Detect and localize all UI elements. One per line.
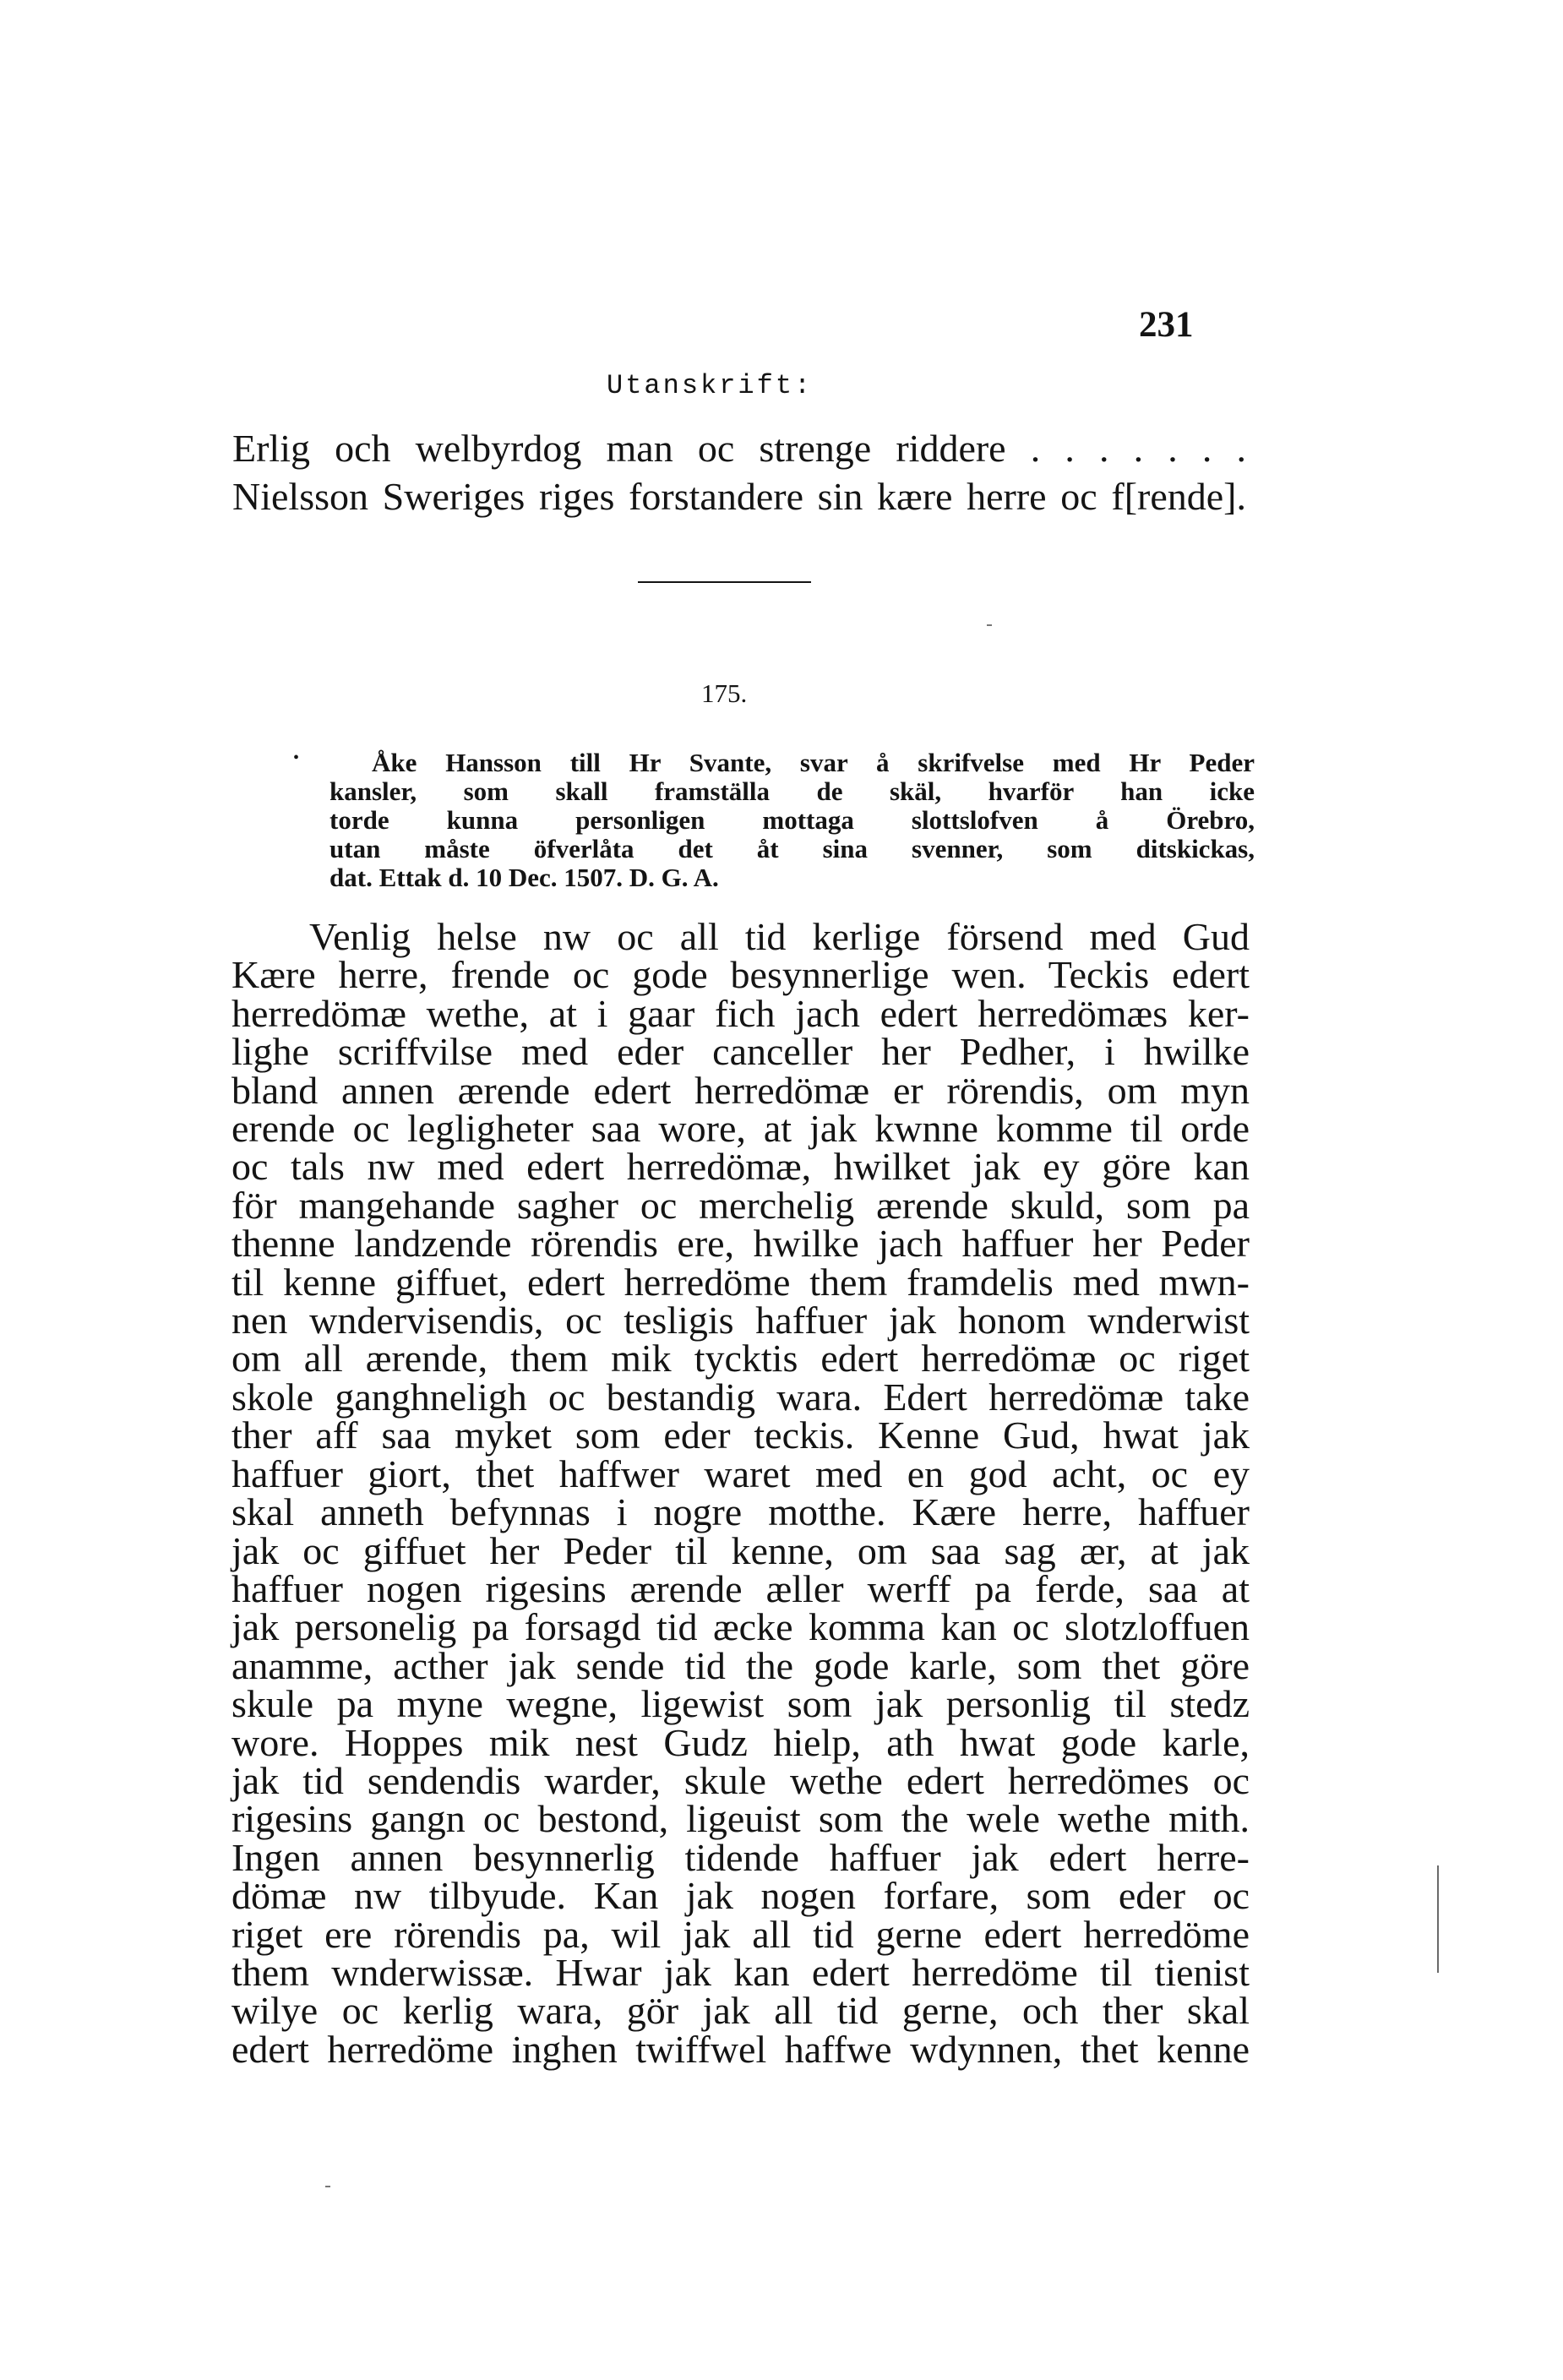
- body-line: haffuer nogen rigesins ærende æller werff pa ferde, saa at: [231, 1566, 1250, 1610]
- body-line: haffuer giort, thet haffwer waret med en god acht, oc ey: [231, 1451, 1250, 1495]
- summary-line: utan måste öfverlåta det åt sina svenner, som ditskickas,: [329, 834, 1255, 863]
- bullet-mark: •: [293, 749, 300, 767]
- body-line: thenne landzende rörendis ere, hwilke jach haffuer her Peder: [231, 1222, 1250, 1266]
- body-line: Venlig helse nw oc all tid kerlige försend med Gud: [309, 915, 1250, 958]
- body-line: wore. Hoppes mik nest Gudz hielp, ath hwat gode karle,: [231, 1720, 1250, 1764]
- summary-line: dat. Ettak d. 10 Dec. 1507. D. G. A.: [329, 863, 719, 892]
- body-line: herredömæ wethe, at i gaar fich jach edert herredömæs ker-: [231, 991, 1250, 1035]
- body-line: Kære herre, frende oc gode besynnerlige wen. Teckis edert: [231, 953, 1250, 997]
- body-line: dömæ nw tilbyude. Kan jak nogen forfare, som eder oc: [231, 1874, 1250, 1918]
- document-summary: [329, 749, 1255, 892]
- letter-body: [231, 915, 1250, 2071]
- body-line: skule pa myne wegne, ligewist som jak personlig til stedz: [231, 1682, 1250, 1726]
- scan-speck: [325, 2186, 330, 2187]
- body-line: skole ganghneligh oc bestandig wara. Edert herredömæ take: [231, 1375, 1250, 1419]
- scan-edge-mark: [1437, 1865, 1439, 1973]
- address-line: Erlig och welbyrdog man oc strenge riddere . . . . . . .: [232, 427, 1246, 470]
- body-line: jak tid sendendis warder, skule wethe edert herredömes oc: [231, 1758, 1250, 1802]
- section-divider: [638, 581, 811, 583]
- address-block: [232, 424, 1246, 520]
- summary-line: Åke Hansson till Hr Svante, svar å skrifvelse med Hr Peder: [372, 748, 1255, 777]
- body-line: Ingen annen besynnerlig tidende haffuer jak edert herre-: [231, 1835, 1250, 1879]
- body-line: lighe scriffvilse med eder canceller her Pedher, i hwilke: [231, 1030, 1250, 1074]
- body-line: jak oc giffuet her Peder til kenne, om saa sag ær, at jak: [231, 1528, 1250, 1572]
- body-line: oc tals nw med edert herredömæ, hwilket jak ey göre kan: [231, 1145, 1250, 1189]
- body-line: nen wndervisendis, oc tesligis haffuer jak honom wnderwist: [231, 1299, 1250, 1342]
- summary-line: torde kunna personligen mottaga slottslofven å Örebro,: [329, 805, 1255, 835]
- page-number: 231: [1139, 305, 1194, 345]
- body-line: edert herredöme inghen twiffwel haffwe wdynnen, thet kenne: [231, 2027, 1250, 2071]
- scan-speck: [987, 624, 992, 626]
- summary-line: kansler, som skall framställa de skäl, hvarför han icke: [329, 776, 1255, 806]
- body-line: erende oc legligheter saa wore, at jak kwnne komme til orde: [231, 1107, 1250, 1151]
- body-line: anamme, acther jak sende tid the gode karle, som thet göre: [231, 1643, 1250, 1687]
- body-line: bland annen ærende edert herredömæ er rörendis, om myn: [231, 1068, 1250, 1112]
- body-line: til kenne giffuet, edert herredöme them framdelis med mwn-: [231, 1260, 1250, 1304]
- body-line: wilye oc kerlig wara, gör jak all tid gerne, och ther skal: [231, 1989, 1250, 2033]
- heading-label: Utanskrift:: [607, 370, 814, 401]
- body-line: för mangehande sagher oc merchelig ærende skuld, som pa: [231, 1183, 1250, 1227]
- body-line: them wnderwissæ. Hwar jak kan edert herredöme til tienist: [231, 1950, 1250, 1994]
- body-line: om all ærende, them mik tycktis edert herredömæ oc riget: [231, 1337, 1250, 1381]
- document-number: 175.: [701, 678, 748, 708]
- body-line: riget ere rörendis pa, wil jak all tid gerne edert herredöme: [231, 1912, 1250, 1956]
- body-line: ther aff saa myket som eder teckis. Kenne Gud, hwat jak: [231, 1413, 1250, 1457]
- body-line: skal anneth befynnas i nogre motthe. Kære herre, haffuer: [231, 1490, 1250, 1534]
- address-line: Nielsson Sweriges riges forstandere sin kære herre oc f[rende].: [232, 475, 1246, 518]
- body-line: rigesins gangn oc bestond, ligeuist som the wele wethe mith.: [231, 1797, 1250, 1841]
- body-line: jak personelig pa forsagd tid æcke komma kan oc slotzloffuen: [231, 1605, 1250, 1649]
